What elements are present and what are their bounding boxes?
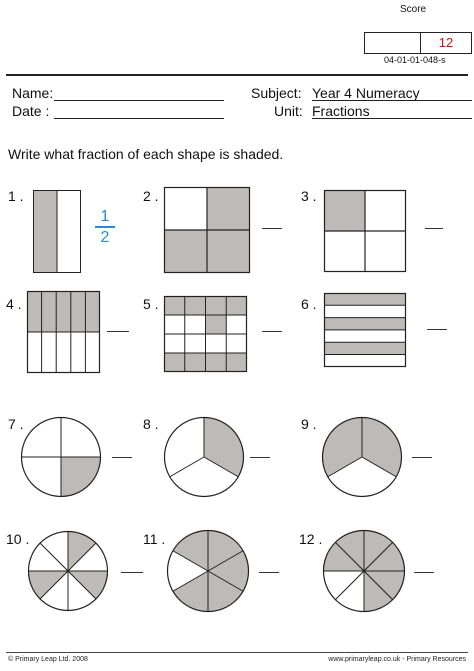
header-rule <box>6 74 468 76</box>
question-number: 5 . <box>143 296 159 312</box>
worksheet-code: 04-01-01-048-s <box>384 55 446 65</box>
question-number: 10 . <box>6 531 30 547</box>
score-label: Score <box>400 4 427 15</box>
date-field[interactable] <box>54 118 224 119</box>
footer-rule <box>6 652 468 653</box>
question-number: 1 . <box>8 188 24 204</box>
answer-denominator: 2 <box>100 229 110 246</box>
question-number: 9 . <box>301 416 317 432</box>
question-number: 6 . <box>301 296 317 312</box>
shape-square-quarters <box>164 187 250 273</box>
fraction-bar <box>95 226 115 228</box>
answer-blank[interactable] <box>112 457 132 458</box>
answer-blank[interactable] <box>107 331 129 332</box>
subject-label: Subject: <box>251 85 302 101</box>
shape-grid-tenths <box>27 291 100 373</box>
instruction: Write what fraction of each shape is shaded. <box>8 146 284 162</box>
question-number: 8 . <box>143 416 159 432</box>
shape-circle-quarters <box>21 417 101 497</box>
unit-label: Unit: <box>274 103 303 119</box>
shape-circle-thirds <box>164 417 244 497</box>
answer-numerator: 1 <box>100 208 110 225</box>
score-value: 12 <box>438 35 454 50</box>
subject-value: Year 4 Numeracy <box>312 85 420 101</box>
shape-circle-thirds <box>322 417 402 497</box>
shape-stripes <box>324 293 406 367</box>
question-number: 2 . <box>143 188 159 204</box>
answer-blank[interactable] <box>262 331 282 332</box>
shape-rectangle-halves <box>33 190 81 273</box>
name-label: Name: <box>12 85 54 101</box>
question-number: 4 . <box>6 296 22 312</box>
answer-blank[interactable] <box>414 572 434 573</box>
question-number: 3 . <box>301 188 317 204</box>
answer-blank[interactable] <box>427 329 447 330</box>
subject-underline <box>312 100 472 101</box>
shape-circle-eighths <box>28 531 108 611</box>
unit-value: Fractions <box>312 103 370 119</box>
question-number: 12 . <box>299 531 323 547</box>
shape-circle-eighths <box>323 530 405 612</box>
answer-blank[interactable] <box>259 572 279 573</box>
question-number: 11 . <box>143 531 166 547</box>
score-box <box>364 32 472 54</box>
answer-blank[interactable] <box>250 457 270 458</box>
question-number: 7 . <box>8 416 24 432</box>
answer-blank[interactable] <box>121 572 143 573</box>
answer-blank[interactable] <box>262 228 282 229</box>
answer-fraction <box>95 208 115 246</box>
footer-website: www.primaryleap.co.uk - Primary Resources <box>328 656 466 663</box>
unit-underline <box>312 118 472 119</box>
answer-blank[interactable] <box>412 457 432 458</box>
answer-blank[interactable] <box>425 228 443 229</box>
date-label: Date : <box>12 103 50 119</box>
name-field[interactable] <box>54 100 224 101</box>
shape-square-quarters <box>324 190 406 272</box>
shape-grid-sixteenths <box>164 296 247 372</box>
footer-copyright: © Primary Leap Ltd. 2008 <box>8 656 88 663</box>
shape-circle-sixths <box>167 530 249 612</box>
